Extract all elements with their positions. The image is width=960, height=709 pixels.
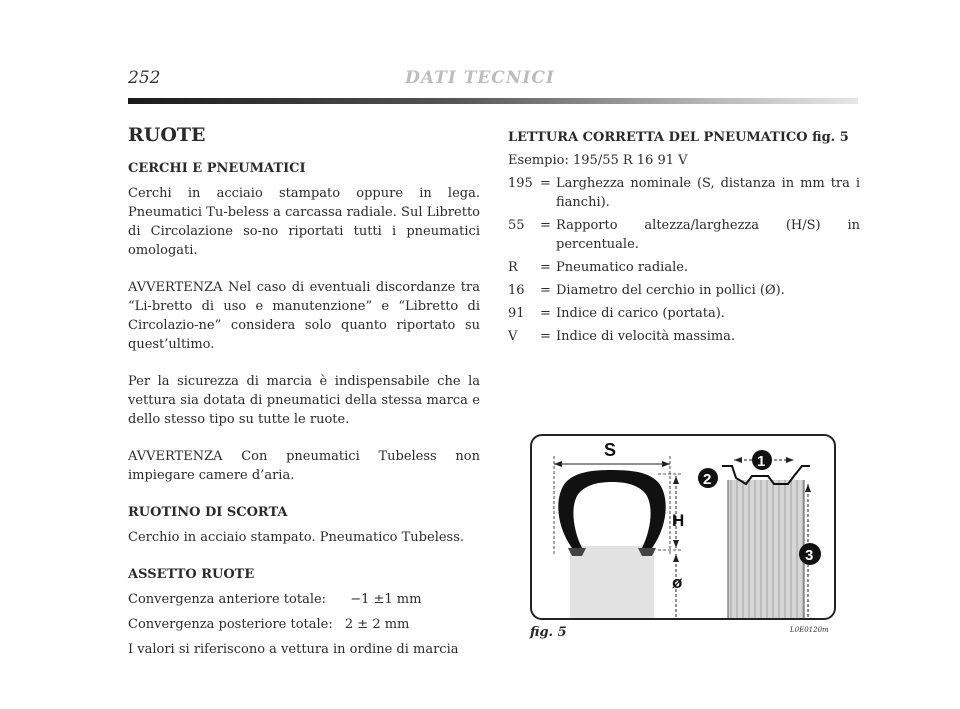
rear-toe-label: Convergenza posteriore totale: (128, 617, 333, 632)
tyre-cross-section-illustration (532, 436, 834, 618)
callout-3-number: 3 (805, 547, 814, 564)
rims-heading: CERCHI E PNEUMATICI (128, 161, 306, 176)
spare-wheel-paragraph: Cerchio in acciaio stampato. Pneumatico Tubeless. (128, 530, 465, 545)
page-number: 252 (128, 68, 161, 88)
definition-text: Larghezza nominale (S, distanza in mm tra i fianchi). (556, 176, 860, 210)
left-column (128, 122, 480, 659)
definition-equals: = (540, 329, 551, 344)
definition-key: V (508, 329, 518, 344)
definition-list (508, 174, 860, 346)
arrow-left-icon (734, 457, 742, 463)
arrow-left-icon (554, 461, 562, 467)
arrow-down-icon (673, 540, 679, 548)
definition-text: Pneumatico radiale. (556, 260, 689, 275)
definition-text: Rapporto altezza/larghezza (H/S) in percentuale. (556, 218, 860, 252)
definition-equals: = (540, 176, 551, 191)
width-label: S (604, 440, 617, 460)
front-toe-label: Convergenza anteriore totale: (128, 592, 327, 607)
definition-key: 16 (508, 283, 525, 298)
definition-key: 195 (508, 176, 533, 191)
definition-row (508, 258, 860, 277)
definition-text: Diametro del cerchio in pollici (Ø). (556, 283, 785, 298)
definition-row (508, 281, 860, 300)
arrow-up-icon (673, 476, 679, 484)
figure-caption: fig. 5 (530, 625, 567, 640)
safety-paragraph: Per la sicurezza di marcia è indispensabile che la vettura sia dotata di pneumatici della stessa marca e dello stesso tipo su tutte le ruote. (128, 374, 480, 427)
rear-toe-line (128, 615, 480, 634)
definition-equals: = (540, 260, 551, 275)
arrow-right-icon (786, 457, 794, 463)
height-label: H (672, 511, 685, 530)
page-title: RUOTE (128, 124, 206, 146)
alignment-heading: ASSETTO RUOTE (128, 567, 255, 582)
rim-body (728, 480, 804, 618)
callout-1-number: 1 (757, 453, 766, 470)
definition-text: Indice di carico (portata). (556, 306, 725, 321)
figure-code: L0E0120m (790, 626, 829, 634)
rim-shaft (570, 546, 654, 618)
arrow-up-icon (805, 484, 811, 492)
header-rule (128, 98, 858, 104)
definition-key: R (508, 260, 518, 275)
front-toe-value: −1 ±1 mm (350, 592, 422, 607)
warning-paragraph-2: AVVERTENZA Con pneumatici Tubeless non impiegare camere d’aria. (128, 449, 480, 483)
callout-2-number: 2 (703, 471, 712, 488)
definition-text: Indice di velocità massima. (556, 329, 736, 344)
definition-row (508, 304, 860, 323)
rims-paragraph: Cerchi in acciaio stampato oppure in lega. Pneumatici Tu-beless a carcassa radiale. Sul Libretto di Circolazione so-no riportati tutti i pneumatici omologati. (128, 186, 480, 258)
alignment-note: I valori si riferiscono a vettura in ordine di marcia (128, 642, 459, 657)
front-toe-line (128, 590, 480, 609)
spare-wheel-heading: RUOTINO DI SCORTA (128, 505, 288, 520)
definition-equals: = (540, 218, 551, 233)
warning-paragraph-1: AVVERTENZA Nel caso di eventuali discordanze tra “Li-bretto di uso e manutenzione” e “Libretto di Circolazio-ne” considera solo quanto riportato su quest’ultimo. (128, 280, 480, 352)
diameter-label: ø (672, 573, 683, 592)
definition-row (508, 216, 860, 254)
definition-row (508, 327, 860, 346)
definition-key: 91 (508, 306, 525, 321)
rear-toe-value: 2 ± 2 mm (344, 617, 410, 632)
tyre-reading-title: LETTURA CORRETTA DEL PNEUMATICO fig. 5 (508, 130, 849, 145)
definition-equals: = (540, 306, 551, 321)
right-column (508, 122, 860, 350)
arrow-right-icon (662, 461, 670, 467)
tyre-section-icon (558, 470, 665, 548)
tyre-figure (530, 434, 836, 620)
tyre-example: Esempio: 195/55 R 16 91 V (508, 153, 688, 168)
definition-row (508, 174, 860, 212)
running-header: DATI TECNICI (405, 68, 555, 88)
definition-key: 55 (508, 218, 525, 233)
arrow-up-icon (673, 554, 679, 562)
definition-equals: = (540, 283, 551, 298)
